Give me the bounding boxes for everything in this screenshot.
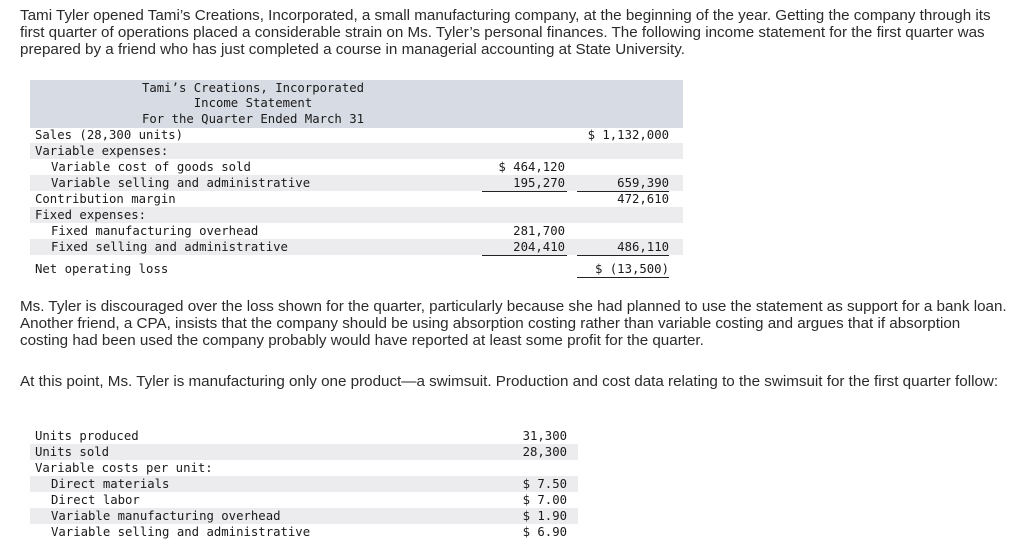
subtotal-underline: [482, 255, 567, 256]
row-value: $ 6.90: [522, 525, 567, 539]
statement-row-sales: [30, 127, 683, 143]
row-value: 31,300: [522, 429, 567, 443]
statement-period: For the Quarter Ended March 31: [141, 112, 365, 126]
row-amount-col2: 472,610: [617, 192, 669, 206]
statement-title: Income Statement: [193, 96, 313, 110]
subtotal-underline: [482, 191, 567, 192]
statement-row-net-operating-loss: [30, 261, 683, 277]
statement-row-fixed-mfg-overhead: [30, 223, 683, 239]
row-label: Variable costs per unit:: [35, 461, 213, 475]
row-label: Direct materials: [51, 477, 170, 491]
row-label: Fixed selling and administrative: [51, 240, 288, 254]
statement-row-variable-selling-admin: [30, 175, 683, 191]
row-amount-col2: 486,110: [617, 240, 669, 254]
statement-row-fixed-selling-admin: [30, 239, 683, 255]
row-label: Fixed manufacturing overhead: [51, 224, 259, 238]
data-row-direct-labor: [30, 492, 578, 508]
data-row-units-sold: [30, 444, 578, 460]
statement-row-contribution-margin: [30, 191, 683, 207]
discussion-paragraph: Ms. Tyler is discouraged over the loss shown for the quarter, particularly because she had planned to use the statement as support for a bank loan. Another friend, a CPA, insists that the company should be using absorption costing rather than variable costing and argues that if absorption costing had been used the company probably would have reported at least some profit for the quarter.: [20, 298, 1007, 349]
subtotal-underline: [577, 191, 669, 192]
statement-company-name: Tami’s Creations, Incorporated: [141, 81, 365, 95]
row-label: Variable manufacturing overhead: [51, 509, 281, 523]
data-row-variable-costs-heading: [30, 460, 578, 476]
row-value: $ 7.50: [522, 477, 567, 491]
statement-row-variable-expenses: [30, 143, 683, 159]
row-label: Units produced: [35, 429, 139, 443]
row-amount-col1: 195,270: [513, 176, 565, 190]
row-label: Variable expenses:: [35, 144, 169, 158]
row-label: Variable cost of goods sold: [51, 160, 251, 174]
row-label: Variable selling and administrative: [51, 525, 311, 539]
row-value: $ 1.90: [522, 509, 567, 523]
production-intro-paragraph: At this point, Ms. Tyler is manufacturing only one product—a swimsuit. Production and cost data relating to the swimsuit for the first quarter follow:: [20, 373, 999, 390]
row-amount-col1: 204,410: [513, 240, 565, 254]
statement-row-fixed-expenses: [30, 207, 683, 223]
row-amount-col2: 659,390: [617, 176, 669, 190]
subtotal-underline: [577, 255, 669, 256]
row-label: Sales (28,300 units): [35, 128, 184, 142]
row-label: Fixed expenses:: [35, 208, 147, 222]
data-row-direct-materials: [30, 476, 578, 492]
row-value: 28,300: [522, 445, 567, 459]
statement-row-variable-cogs: [30, 159, 683, 175]
row-label: Direct labor: [51, 493, 140, 507]
row-label: Variable selling and administrative: [51, 176, 311, 190]
row-label: Contribution margin: [35, 192, 176, 206]
row-amount-col1: $ 464,120: [498, 160, 565, 174]
row-amount-col2: $ (13,500): [594, 262, 669, 276]
row-amount-col2: $ 1,132,000: [587, 128, 669, 142]
intro-paragraph: Tami Tyler opened Tami’s Creations, Incorporated, a small manufacturing company, at the beginning of the year. Getting the company through its first quarter of operations placed a considerable strain on Ms. Tyler’s personal finances. The following income statement for the first quarter was prepared by a friend who has just completed a course in managerial accounting at State University.: [20, 7, 991, 58]
row-label: Net operating loss: [35, 262, 169, 276]
row-value: $ 7.00: [522, 493, 567, 507]
data-row-variable-selling-admin: [30, 524, 578, 540]
data-row-units-produced: [30, 428, 578, 444]
data-row-variable-mfg-overhead: [30, 508, 578, 524]
income-statement: [30, 80, 683, 280]
row-label: Units sold: [35, 445, 110, 459]
production-cost-data: [30, 428, 578, 540]
row-amount-col1: 281,700: [513, 224, 565, 238]
total-underline: [577, 277, 669, 278]
